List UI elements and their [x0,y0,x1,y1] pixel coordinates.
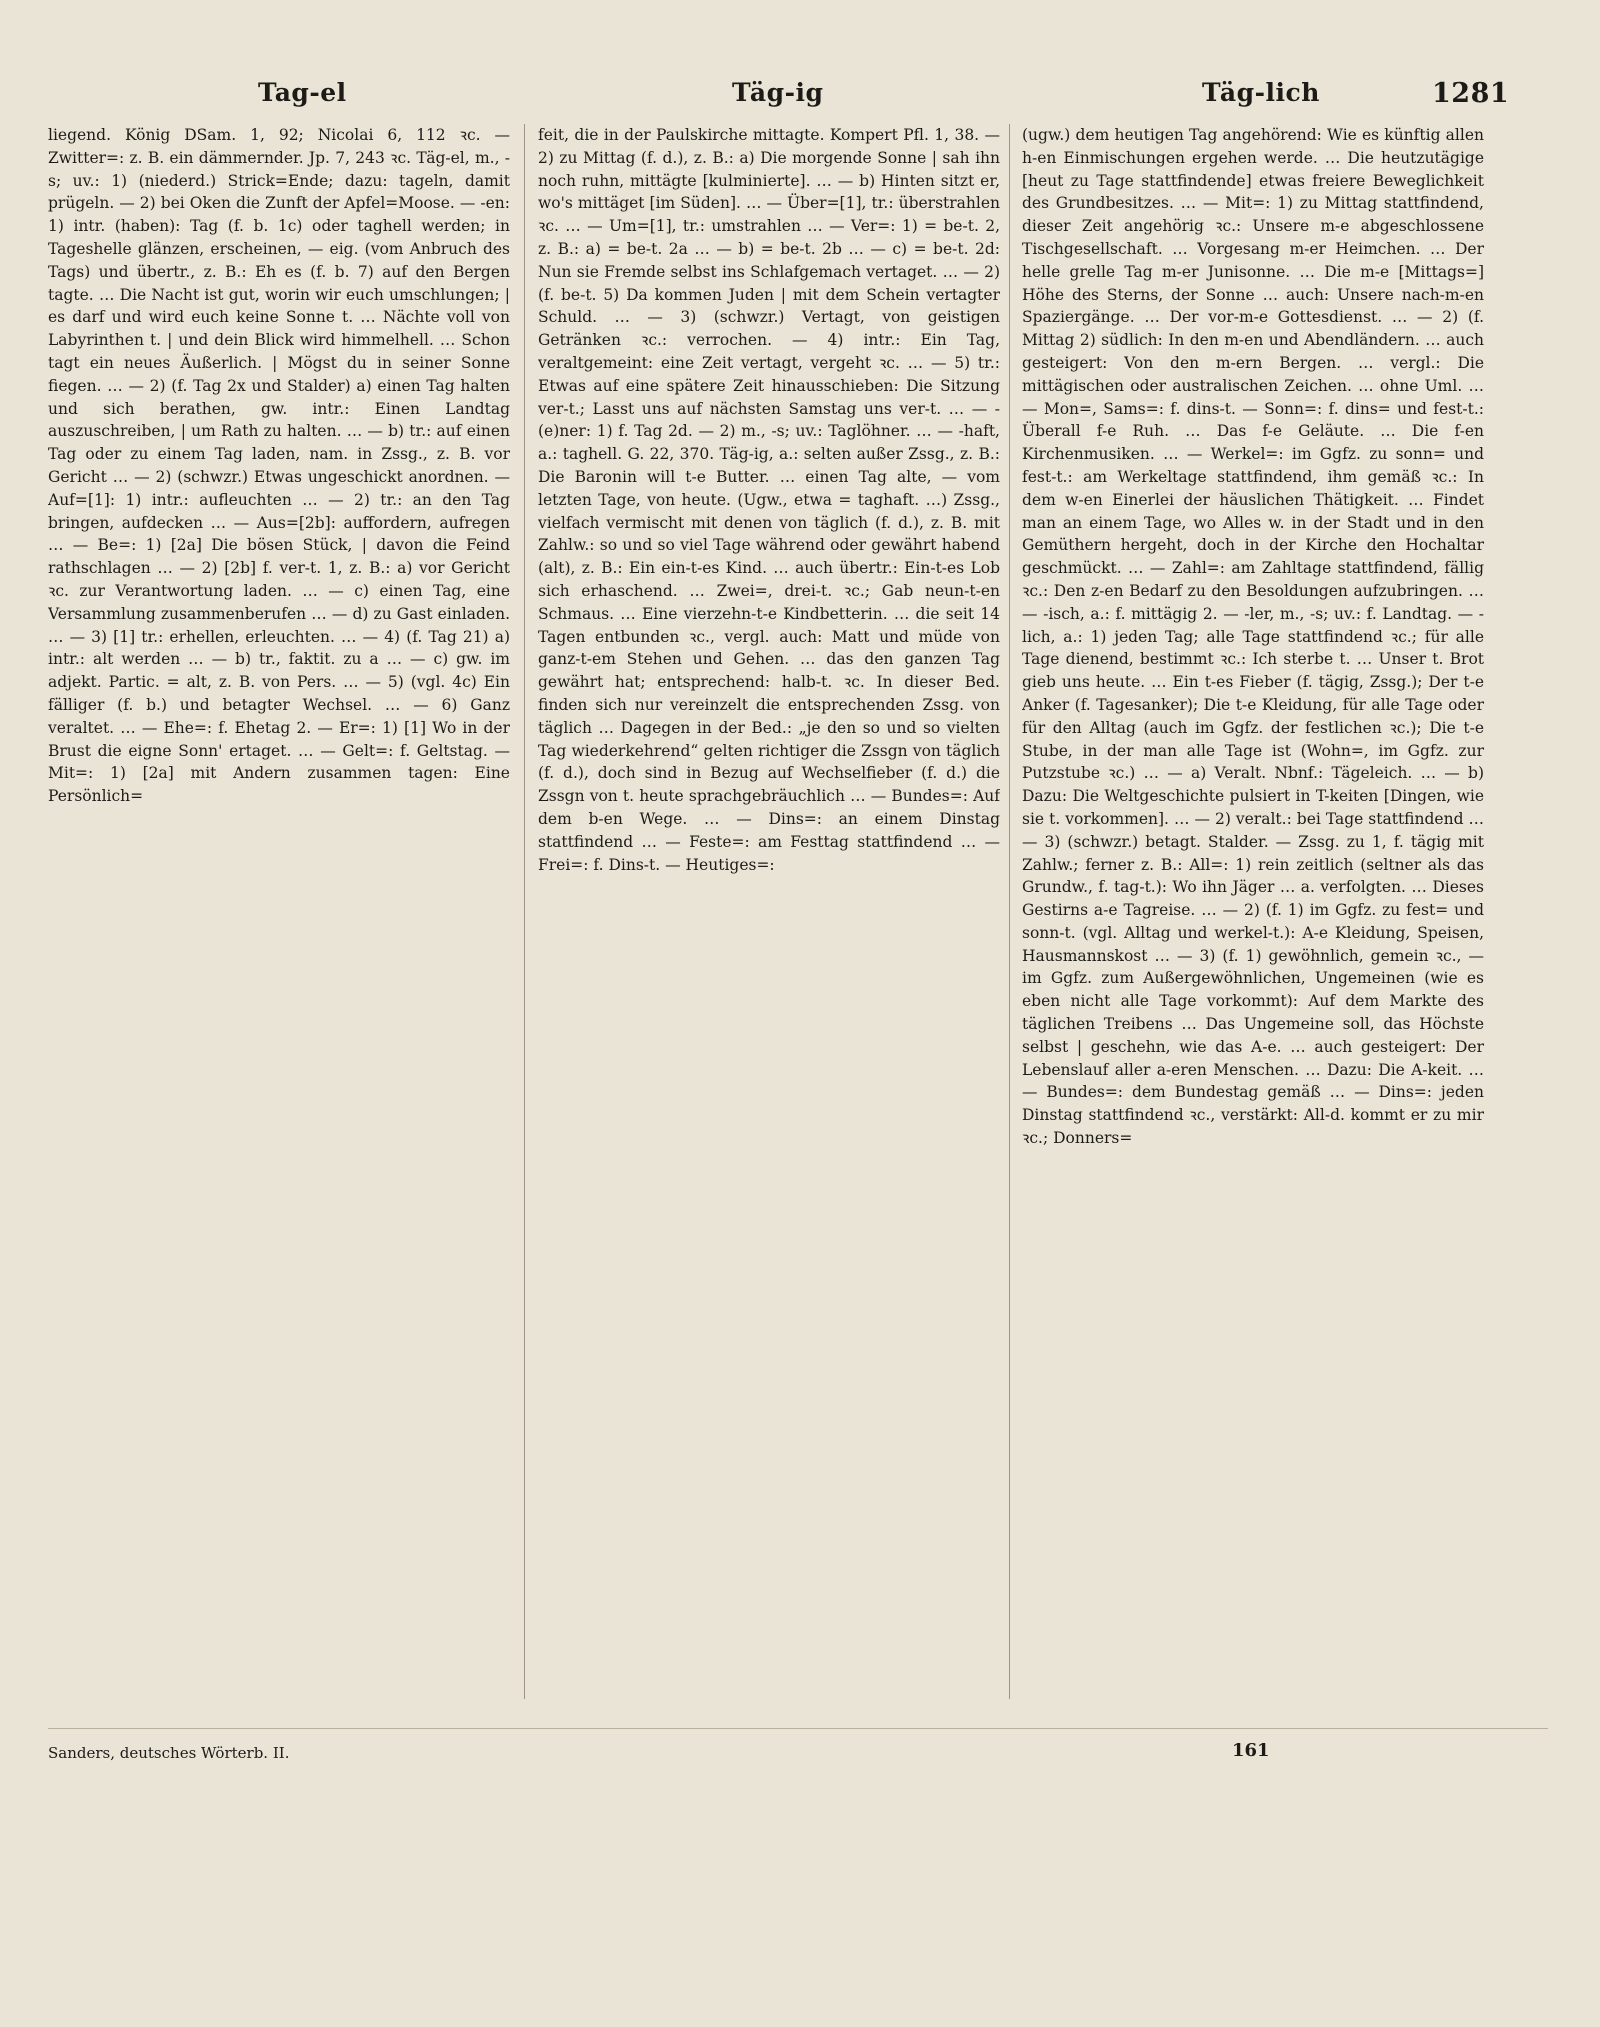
column-1-text: liegend. König DSam. 1, 92; Nicolai 6, 112 ꝛc. — Zwitter=: z. B. ein dämmernder. Jp. 7, 243 ꝛc. Täg-el, m., -s; uv.: 1) (niederd.) Strick=Ende; dazu: tageln, damit prügeln. — 2) bei Oken die Zunft der Apfel=Moose. — -en: 1) intr. (haben): Tag (f. b. 1c) oder taghell werden; in Tageshelle glänzen, erscheinen, — eig. (vom Anbruch des Tags) und übertr., z. B.: Eh es (f. b. 7) auf den Bergen tagte. … Die Nacht ist gut, worin wir euch umschlungen; | es darf und wird euch keine Sonne t. … Nächte voll von Labyrinthen t. | und dein Blick wird himmelhell. … Schon tagt ein neues Äußerlich. | Mögst du in seiner Sonne fiegen. … — 2) (f. Tag 2x und Stalder) a) einen Tag halten und sich berathen, gw. intr.: Einen Landtag auszuschreiben, | um Rath zu halten. … — b) tr.: auf einen Tag oder zu einem Tag laden, nam. in Zssg., z. B. vor Gericht … — 2) (schwzr.) Etwas ungeschickt anordnen. — Auf=[1]: 1) intr.: aufleuchten … — 2) tr.: an den Tag bringen, aufdecken … — Aus=[2b]: auffordern, aufregen … — Be=: 1) [2a] Die bösen Stück, | davon die Feind rathschlagen … — 2) [2b] f. ver-t. 1, z. B.: a) vor Gericht ꝛc. zur Verantwortung laden. … — c) einen Tag, eine Versammlung zusammenberufen … — d) zu Gast einladen. … — 3) [1] tr.: erhellen, erleuchten. … — 4) (f. Tag 21) a) intr.: alt werden … — b) tr., faktit. zu a … — c) gw. im adjekt. Partic. = alt, z. B. von Pers. … — 5) (vgl. 4c) Ein fälliger (f. b.) und betagter Wechsel. … — 6) Ganz veraltet. … — Ehe=: f. Ehetag 2. — Er=: 1) [1] Wo in der Brust die eigne Sonn' ertaget. … — Gelt=: f. Geltstag. — Mit=: 1) [2a] mit Andern zusammen tagen: Eine Persönlich= [48,126,510,806]
running-head-left: Tag-el [258,78,347,107]
page-number: 1281 [1432,78,1510,109]
column-divider [1009,124,1010,1699]
page-header [0,78,1600,118]
footer-divider [48,1728,1548,1729]
text-column-1 [48,124,510,1699]
running-head-center: Täg-ig [732,78,824,107]
text-column-2 [538,124,1000,1699]
printer-signature: Sanders, deutsches Wörterb. II. [48,1744,290,1762]
sheet-number: 161 [1232,1740,1270,1761]
column-divider [524,124,525,1699]
running-head-right: Täg-lich [1202,78,1320,107]
column-3-text: (ugw.) dem heutigen Tag angehörend: Wie es künftig allen h-en Einmischungen ergehen werde. … Die heutzutägige [heut zu Tage stattfindende] etwas freiere Beweglichkeit des Grundbesitzes. … — Mit=: 1) zu Mittag stattfindend, dieser Zeit angehörig ꝛc.: Unsere m-e abgeschlossene Tischgesellschaft. … Vorgesang m-er Heimchen. … Der helle grelle Tag m-er Junisonne. … Die m-e [Mittags=] Höhe des Sterns, der Sonne … auch: Unsere nach-m-en Spaziergänge. … Der vor-m-e Gottesdienst. … — 2) (f. Mittag 2) südlich: In den m-en und Abendländern. … auch gesteigert: Von den m-ern Bergen. … vergl.: Die mittägischen oder australischen Zeichen. … ohne Uml. … — Mon=, Sams=: f. dins-t. — Sonn=: f. dins= und fest-t.: Überall f-e Ruh. … Das f-e Geläute. … Die f-en Kirchenmusiken. … — Werkel=: im Ggfz. zu sonn= und fest-t.: am Werkeltage stattfindend, ihm gemäß ꝛc.: In dem w-en Einerlei der häuslichen Thätigkeit. … Findet man an einem Tage, wo Alles w. in der Stadt und in den Gemüthern hergeht, doch in der Kirche den Hochaltar geschmückt. … — Zahl=: am Zahltage stattfindend, fällig ꝛc.: Den z-en Bedarf zu den Besoldungen aufzubringen. … — -isch, a.: f. mittägig 2. — -ler, m., -s; uv.: f. Landtag. — -lich, a.: 1) jeden Tag; alle Tage stattfindend ꝛc.; für alle Tage dienend, bestimmt ꝛc.: Ich sterbe t. … Unser t. Brot gieb uns heute. … Ein t-es Fieber (f. tägig, Zssg.); Der t-e Anker (f. Tagesanker); Die t-e Kleidung, für alle Tage oder für den Alltag (auch im Ggfz. der festlichen ꝛc.); Die t-e Stube, in der man alle Tage ist (Wohn=, im Ggfz. zur Putzstube ꝛc.) … — a) Veralt. Nbnf.: Tägeleich. … — b) Dazu: Die Weltgeschichte pulsiert in T-keiten [Dingen, wie sie t. vorkommen]. … — 2) veralt.: bei Tage stattfindend … — 3) (schwzr.) betagt. Stalder. — Zssg. zu 1, f. tägig mit Zahlw.; ferner z. B.: All=: 1) rein zeitlich (seltner als das Grundw., f. tag-t.): Wo ihn Jäger … a. verfolgten. … Dieses Gestirns a-e Tagreise. … — 2) (f. 1) im Ggfz. zu fest= und sonn-t. (vgl. Alltag und werkel-t.): A-e Kleidung, Speisen, Hausmannskost … — 3) (f. 1) gewöhnlich, gemein ꝛc., — im Ggfz. zum Außergewöhnlichen, Ungemeinen (wie es eben nicht alle Tage vorkommt): Auf dem Markte des täglichen Treibens … Das Ungemeine soll, das Höchste selbst | geschehn, wie das A-e. … auch gesteigert: Der Lebenslauf aller a-eren Menschen. … Dazu: Die A-keit. … — Bundes=: dem Bundestag gemäß … — Dins=: jeden Dinstag stattfindend ꝛc., verstärkt: All-d. kommt er zu mir ꝛc.; Donners= [1022,126,1484,1148]
column-2-text: feit, die in der Paulskirche mittagte. Kompert Pfl. 1, 38. — 2) zu Mittag (f. d.), z. B.: a) Die morgende Sonne | sah ihn noch ruhn, mittägte [kulminierte]. … — b) Hinten sitzt er, wo's mittäget [im Süden]. … — Über=[1], tr.: überstrahlen ꝛc. … — Um=[1], tr.: umstrahlen … — Ver=: 1) = be-t. 2, z. B.: a) = be-t. 2a … — b) = be-t. 2b … — c) = be-t. 2d: Nun sie Fremde selbst ins Schlafgemach vertaget. … — 2) (f. be-t. 5) Da kommen Juden | mit dem Schein vertagter Schuld. … — 3) (schwzr.) Vertagt, von geistigen Getränken ꝛc.: verrochen. — 4) intr.: Ein Tag, veraltgemeint: eine Zeit vertagt, vergeht ꝛc. … — 5) tr.: Etwas auf eine spätere Zeit hinausschieben: Die Sitzung ver-t.; Lasst uns auf nächsten Samstag uns ver-t. … — -(e)ner: 1) f. Tag 2d. — 2) m., -s; uv.: Taglöhner. … — -haft, a.: taghell. G. 22, 370. Täg-ig, a.: selten außer Zssg., z. B.: Die Baronin will t-e Butter. … einen Tag alte, — vom letzten Tage, von heute. (Ugw., etwa = taghaft. …) Zssg., vielfach vermischt mit denen von täglich (f. d.), z. B. mit Zahlw.: so und so viel Tage während oder gewährt habend (alt), z. B.: Ein ein-t-es Kind. … auch übertr.: Ein-t-es Lob sich erhaschend. … Zwei=, drei-t. ꝛc.; Gab neun-t-en Schmaus. … Eine vierzehn-t-e Kindbetterin. … die seit 14 Tagen entbunden ꝛc., vergl. auch: Matt und müde von ganz-t-em Stehen und Gehen. … das den ganzen Tag gewährt hat; entsprechend: halb-t. ꝛc. In dieser Bed. finden sich nur vereinzelt die entsprechenden Zssg. von täglich … Dagegen in der Bed.: „je den so und so vielten Tag wiederkehrend“ gelten richtiger die Zssgn von täglich (f. d.), doch sind in Bezug auf Wechselfieber (f. d.) die Zssgn von t. heute sprachgebräuchlich … — Bundes=: Auf dem b-en Wege. … — Dins=: an einem Dinstag stattfindend … — Feste=: am Festtag stattfindend … — Frei=: f. Dins-t. — Heutiges=: [538,126,1000,874]
text-column-3 [1022,124,1484,1699]
